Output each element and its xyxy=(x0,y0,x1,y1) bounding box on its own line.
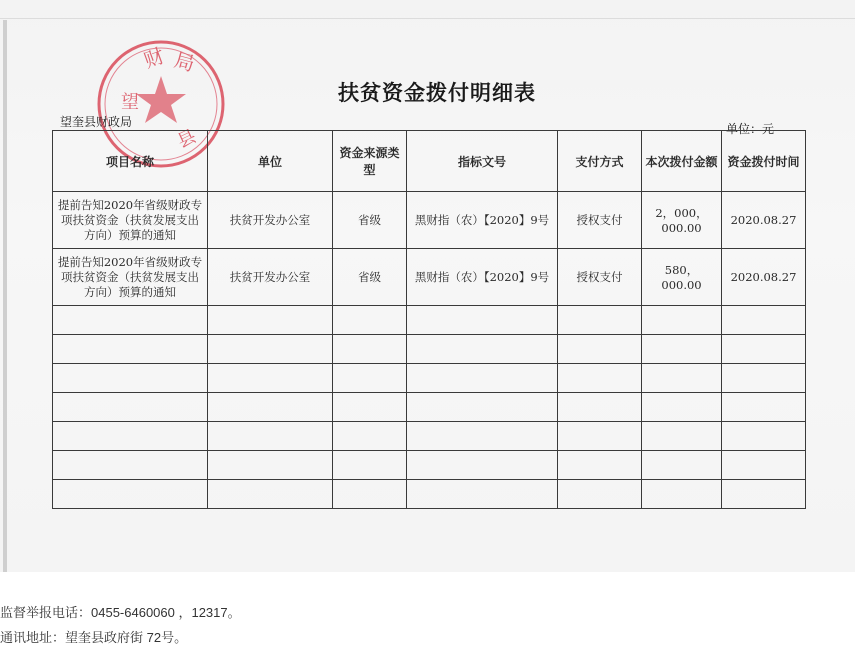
cell-unit: 扶贫开发办公室 xyxy=(208,192,333,249)
table-row xyxy=(53,192,806,249)
cell-amount: 580，000.00 xyxy=(642,249,722,306)
cell-pay-method: 授权支付 xyxy=(558,192,642,249)
header-date: 资金拨付时间 xyxy=(722,131,806,192)
document-title: 扶贫资金拨付明细表 xyxy=(338,80,536,105)
cell-project: 提前告知2020年省级财政专项扶贫资金（扶贫发展支出方向）预算的通知 xyxy=(53,249,208,306)
header-amount: 本次拨付金额 xyxy=(642,131,722,192)
issuer-name: 望奎县财政局 xyxy=(60,115,133,129)
header-unit: 单位 xyxy=(208,131,333,192)
header-doc-no: 指标文号 xyxy=(407,131,558,192)
cell-unit: 扶贫开发办公室 xyxy=(208,249,333,306)
header-pay-method: 支付方式 xyxy=(558,131,642,192)
header-project: 项目名称 xyxy=(53,131,208,192)
scan-edge xyxy=(0,18,855,19)
cell-pay-method: 授权支付 xyxy=(558,249,642,306)
cell-amount: 2，000，000.00 xyxy=(642,192,722,249)
svg-text:望: 望 xyxy=(121,92,139,113)
empty-row xyxy=(53,480,806,509)
supervision-hotline: 监督举报电话：0455-6460060 ，12317。 xyxy=(0,605,241,620)
svg-text:县: 县 xyxy=(174,125,200,153)
scan-left-edge xyxy=(3,20,7,572)
empty-row xyxy=(53,451,806,480)
allocation-table xyxy=(52,130,806,509)
empty-row xyxy=(53,306,806,335)
cell-source: 省级 xyxy=(333,192,407,249)
table-header-row xyxy=(53,131,806,192)
cell-project: 提前告知2020年省级财政专项扶贫资金（扶贫发展支出方向）预算的通知 xyxy=(53,192,208,249)
table-row xyxy=(53,249,806,306)
header-source: 资金来源类型 xyxy=(333,131,407,192)
svg-text:局: 局 xyxy=(171,47,198,77)
cell-doc-no: 黑财指（农）【2020】9号 xyxy=(407,249,558,306)
empty-row xyxy=(53,364,806,393)
empty-row xyxy=(53,335,806,364)
unit-note: 单位：元 xyxy=(726,122,775,136)
svg-text:财: 财 xyxy=(140,43,168,73)
cell-date: 2020.08.27 xyxy=(722,192,806,249)
cell-doc-no: 黑财指（农）【2020】9号 xyxy=(407,192,558,249)
cell-date: 2020.08.27 xyxy=(722,249,806,306)
empty-row xyxy=(53,422,806,451)
contact-address: 通讯地址：望奎县政府街 72号。 xyxy=(0,630,188,645)
cell-source: 省级 xyxy=(333,249,407,306)
empty-row xyxy=(53,393,806,422)
